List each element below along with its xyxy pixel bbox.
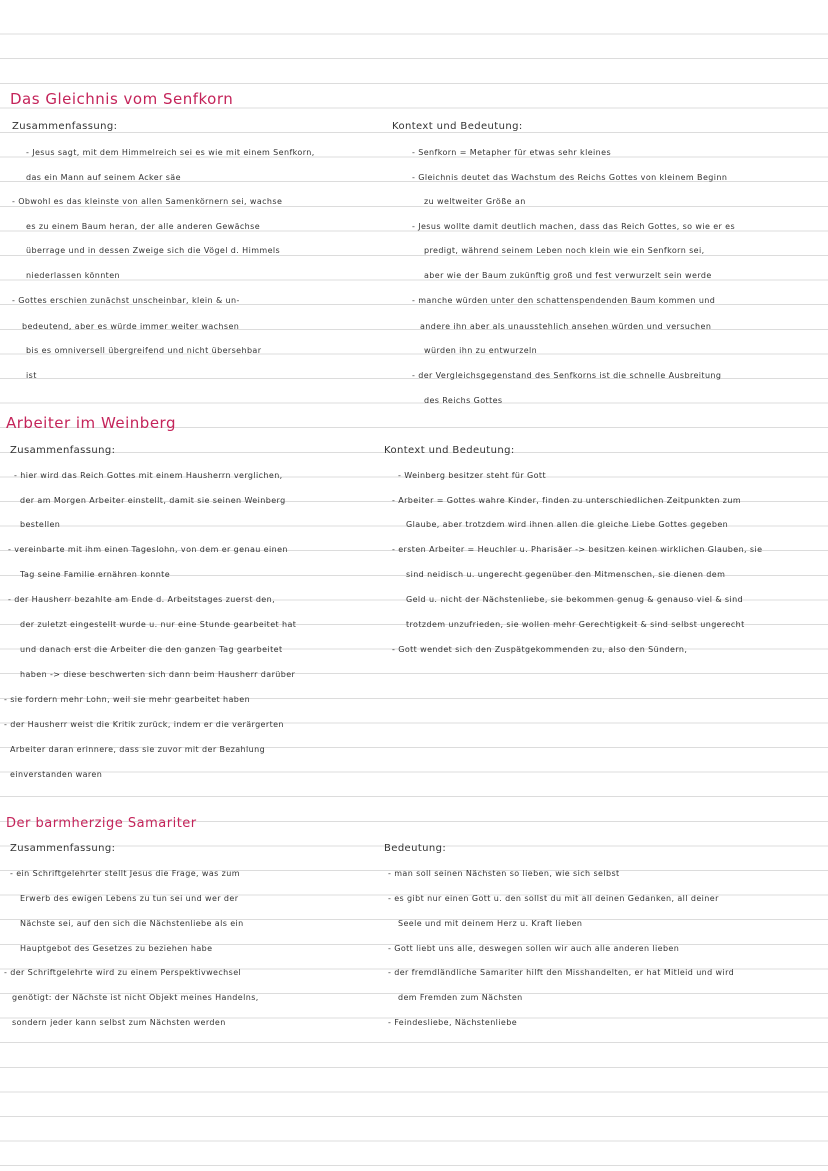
weinberg-summary-line: - vereinbarte mit ihm einen Tageslohn, von dem er genau einen (8, 545, 288, 554)
weinberg-context-line: sind neidisch u. ungerecht gegenüber den Mitmenschen, sie dienen dem (406, 570, 726, 579)
weinberg-summary-line: und danach erst die Arbeiter die den ganzen Tag gearbeitet (20, 645, 283, 654)
samariter-meaning-line: - der fremdländliche Samariter hilft den Misshandelten, er hat Mitleid und wird (388, 968, 735, 977)
senfkorn-context-line: predigt, während seinem Leben noch klein wie ein Senfkorn sei, (424, 246, 705, 255)
senfkorn-summary-line: bedeutend, aber es würde immer weiter wachsen (22, 322, 240, 331)
senfkorn-context-line: - Senfkorn = Metapher für etwas sehr kleines (412, 148, 612, 157)
senfkorn-summary-line: - Gottes erschien zunächst unscheinbar, klein & un- (12, 296, 240, 305)
samariter-summary-line: - ein Schriftgelehrter stellt Jesus die Frage, was zum (10, 869, 240, 878)
section-title-senfkorn: Das Gleichnis vom Senfkorn (10, 90, 234, 108)
samariter-summary-heading: Zusammenfassung: (10, 843, 116, 854)
senfkorn-summary-line: das ein Mann auf seinem Acker säe (26, 173, 181, 182)
weinberg-summary-line: - der Hausherr weist die Kritik zurück, indem er die verärgerten (4, 720, 284, 729)
weinberg-context-line: Geld u. nicht der Nächstenliebe, sie bekommen genug & genauso viel & sind (406, 595, 744, 604)
senfkorn-context-line: des Reichs Gottes (424, 396, 503, 405)
senfkorn-summary-line: überrage und in dessen Zweige sich die Vögel d. Himmels (26, 246, 281, 255)
senfkorn-summary-line: es zu einem Baum heran, der alle anderen Gewächse (26, 222, 261, 231)
weinberg-summary-line: bestellen (20, 520, 61, 529)
weinberg-summary-line: - hier wird das Reich Gottes mit einem Hausherrn verglichen, (14, 471, 283, 480)
weinberg-summary-line: der zuletzt eingestellt wurde u. nur eine Stunde gearbeitet hat (20, 620, 297, 629)
senfkorn-context-heading: Kontext und Bedeutung: (392, 121, 523, 132)
senfkorn-summary-line: - Obwohl es das kleinste von allen Samenkörnern sei, wachse (12, 197, 283, 206)
weinberg-summary-line: haben -> diese beschwerten sich dann beim Hausherr darüber (20, 670, 296, 679)
samariter-meaning-heading: Bedeutung: (384, 843, 447, 854)
senfkorn-context-line: - Gleichnis deutet das Wachstum des Reichs Gottes von kleinem Beginn (412, 173, 728, 182)
weinberg-context-heading: Kontext und Bedeutung: (384, 445, 515, 456)
section-title-weinberg: Arbeiter im Weinberg (6, 414, 176, 432)
senfkorn-summary-line: - Jesus sagt, mit dem Himmelreich sei es wie mit einem Senfkorn, (26, 148, 315, 157)
senfkorn-context-line: - der Vergleichsgegenstand des Senfkorns ist die schnelle Ausbreitung (412, 371, 722, 380)
weinberg-summary-line: einverstanden waren (10, 770, 103, 779)
weinberg-context-line: trotzdem unzufrieden, sie wollen mehr Gerechtigkeit & sind selbst ungerecht (406, 620, 745, 629)
senfkorn-context-line: - Jesus wollte damit deutlich machen, dass das Reich Gottes, so wie er es (412, 222, 736, 231)
weinberg-context-line: - Gott wendet sich den Zuspätgekommenden zu, also den Sündern, (392, 645, 688, 654)
weinberg-summary-line: Arbeiter daran erinnere, dass sie zuvor mit der Bezahlung (10, 745, 266, 754)
senfkorn-summary-line: niederlassen könnten (26, 271, 121, 280)
senfkorn-summary-line: bis es omniversell übergreifend und nicht übersehbar (26, 346, 262, 355)
weinberg-context-line: - Arbeiter = Gottes wahre Kinder, finden zu unterschiedlichen Zeitpunkten zum (392, 496, 742, 505)
senfkorn-summary-line: ist (26, 371, 37, 380)
senfkorn-context-line: - manche würden unter den schattenspendenden Baum kommen und (412, 296, 716, 305)
samariter-summary-line: Erwerb des ewigen Lebens zu tun sei und wer der (20, 894, 239, 903)
senfkorn-context-line: zu weltweiter Größe an (424, 197, 526, 206)
samariter-meaning-line: Seele und mit deinem Herz u. Kraft lieben (398, 919, 583, 928)
weinberg-context-line: - Weinberg besitzer steht für Gott (398, 471, 546, 480)
samariter-meaning-line: dem Fremden zum Nächsten (398, 993, 523, 1002)
weinberg-summary-line: - sie fordern mehr Lohn, weil sie mehr gearbeitet haben (4, 695, 251, 704)
senfkorn-context-line: andere ihn aber als unausstehlich ansehen würden und versuchen (420, 322, 712, 331)
senfkorn-context-line: aber wie der Baum zukünftig groß und fest verwurzelt sein werde (424, 271, 712, 280)
samariter-summary-line: Nächste sei, auf den sich die Nächstenliebe als ein (20, 919, 244, 928)
samariter-meaning-line: - es gibt nur einen Gott u. den sollst du mit all deinen Gedanken, all deiner (388, 894, 719, 903)
weinberg-context-line: Glaube, aber trotzdem wird ihnen allen die gleiche Liebe Gottes gegeben (406, 520, 729, 529)
section-title-samariter: Der barmherzige Samariter (6, 816, 197, 831)
samariter-summary-line: genötigt: der Nächste ist nicht Objekt meines Handelns, (12, 993, 259, 1002)
samariter-meaning-line: - Feindesliebe, Nächstenliebe (388, 1018, 518, 1027)
senfkorn-summary-heading: Zusammenfassung: (12, 121, 118, 132)
samariter-meaning-line: - man soll seinen Nächsten so lieben, wie sich selbst (388, 869, 620, 878)
samariter-meaning-line: - Gott liebt uns alle, deswegen sollen wir auch alle anderen lieben (388, 944, 680, 953)
weinberg-summary-line: - der Hausherr bezahlte am Ende d. Arbeitstages zuerst den, (8, 595, 276, 604)
weinberg-summary-heading: Zusammenfassung: (10, 445, 116, 456)
samariter-summary-line: sondern jeder kann selbst zum Nächsten werden (12, 1018, 226, 1027)
weinberg-summary-line: der am Morgen Arbeiter einstellt, damit sie seinen Weinberg (20, 496, 286, 505)
samariter-summary-line: Hauptgebot des Gesetzes zu beziehen habe (20, 944, 213, 953)
weinberg-summary-line: Tag seine Familie ernähren konnte (20, 570, 171, 579)
senfkorn-context-line: würden ihn zu entwurzeln (424, 346, 538, 355)
samariter-summary-line: - der Schriftgelehrte wird zu einem Perspektivwechsel (4, 968, 242, 977)
weinberg-context-line: - ersten Arbeiter = Heuchler u. Pharisäer -> besitzen keinen wirklichen Glauben, sie (392, 545, 763, 554)
